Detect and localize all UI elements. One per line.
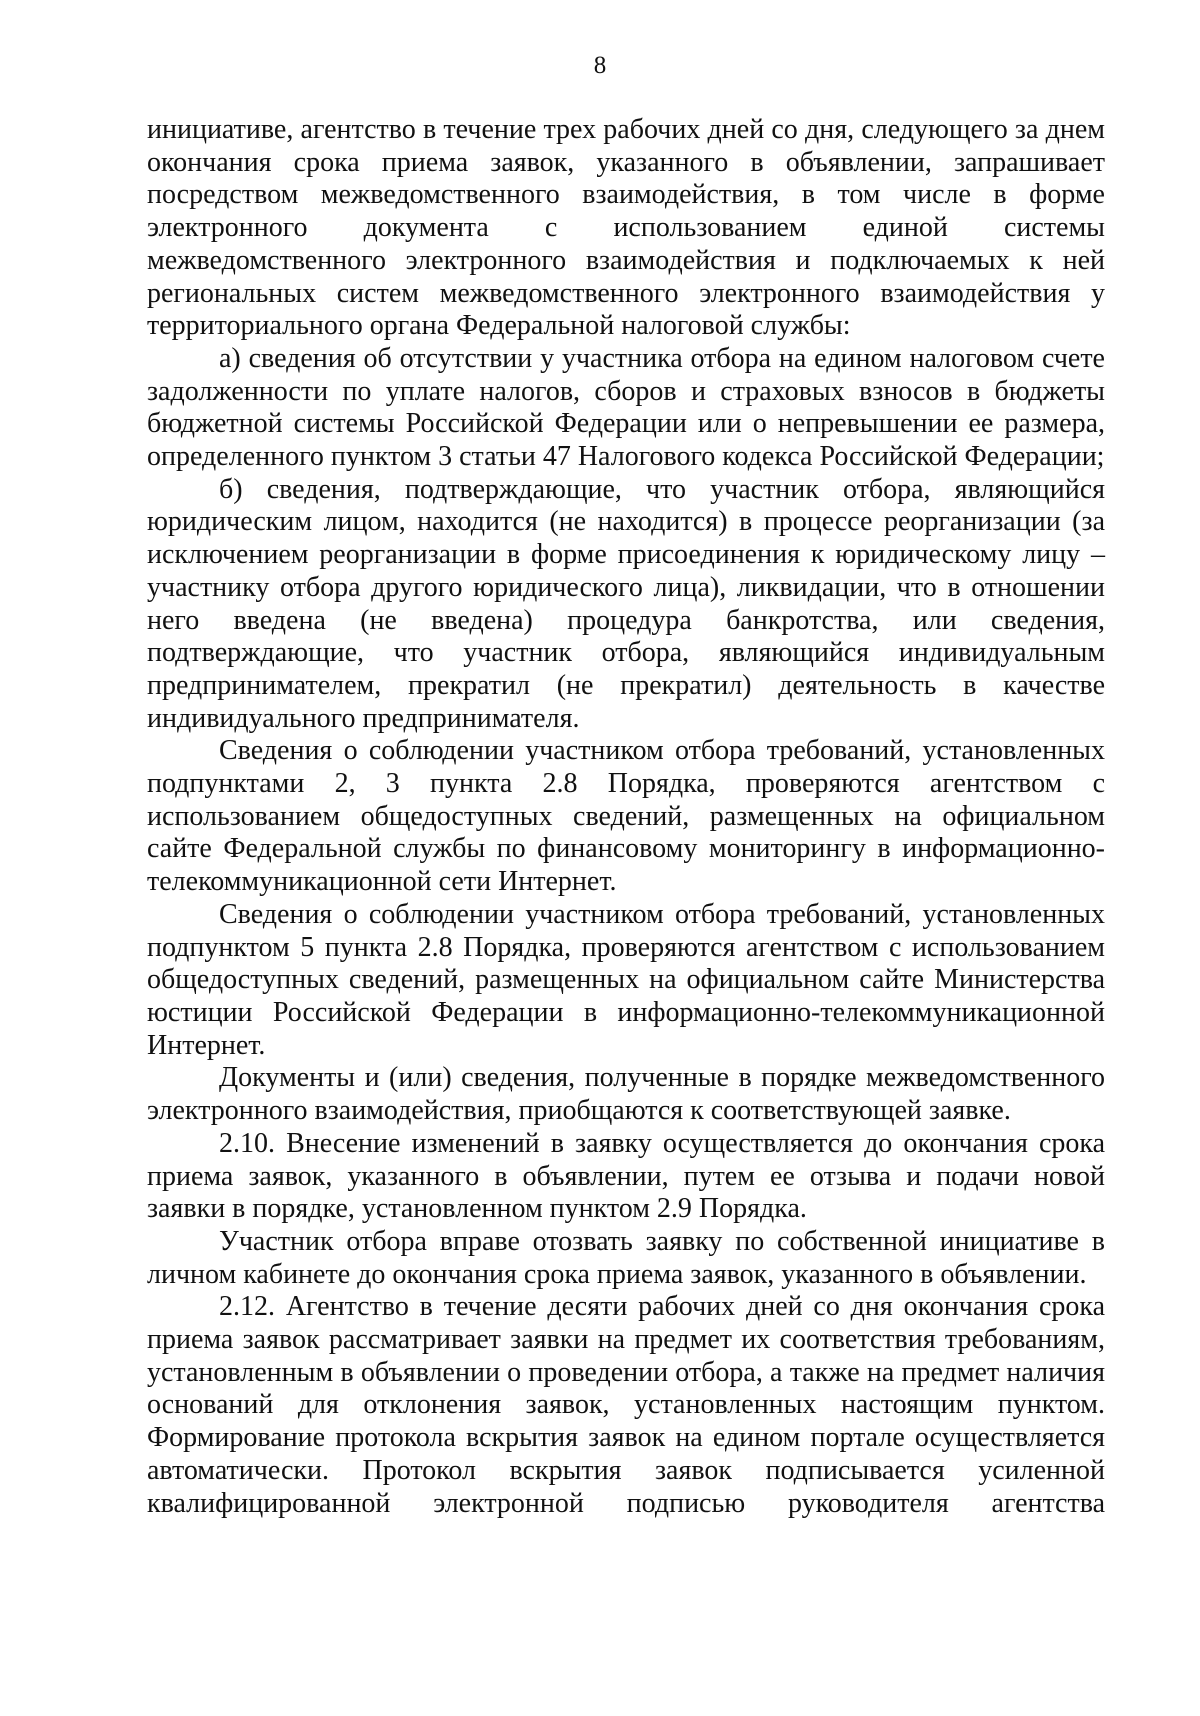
document-body bbox=[147, 114, 1105, 1520]
paragraph-withdraw: Участник отбора вправе отозвать заявку по собственной инициативе в личном кабинете до окончания срока приема заявок, указанного в объявлении. bbox=[147, 1225, 1105, 1290]
paragraph-documents: Документы и (или) сведения, полученные в порядке межведомственного электронного взаимодействия, приобщаются к соответствующей заявке. bbox=[147, 1062, 1105, 1127]
paragraph-ministry-justice: Сведения о соблюдении участником отбора требований, установленных подпунктом 5 пункта 2.8 Порядка, проверяются агентством с использованием общедоступных сведений, размещенных на официальном сайте Министерства юстиции Российской Федерации в информационно-телекоммуникационной Интернет. bbox=[147, 898, 1105, 1061]
paragraph-2-12: 2.12. Агентство в течение десяти рабочих дней со дня окончания срока приема заявок рассматривает заявки на предмет их соответствия требованиям, установленным в объявлении о проведении отбора, а также на предмет наличия оснований для отклонения заявок, установленных настоящим пунктом. Формирование протокола вскрытия заявок на едином портале осуществляется автоматически. Протокол вскрытия заявок подписывается усиленной квалифицированной электронной подписью руководителя агентства bbox=[147, 1291, 1105, 1519]
paragraph-fedfinmonitoring: Сведения о соблюдении участником отбора требований, установленных подпунктами 2, 3 пункта 2.8 Порядка, проверяются агентством с использованием общедоступных сведений, размещенных на официальном сайте Федеральной службы по финансовому мониторингу в информационно-телекоммуникационной сети Интернет. bbox=[147, 735, 1105, 898]
page-number: 8 bbox=[593, 52, 607, 79]
paragraph-2-10: 2.10. Внесение изменений в заявку осуществляется до окончания срока приема заявок, указанного в объявлении, путем ее отзыва и подачи новой заявки в порядке, установленном пунктом 2.9 Порядка. bbox=[147, 1127, 1105, 1225]
paragraph-subitem-b: б) сведения, подтверждающие, что участник отбора, являющийся юридическим лицом, находится (не находится) в процессе реорганизации (за исключением реорганизации в форме присоединения к юридическому лицу – участнику отбора другого юридического лица), ликвидации, что в отношении него введена (не введена) процедура банкротства, или сведения, подтверждающие, что участник отбора, являющийся индивидуальным предпринимателем, прекратил (не прекратил) деятельность в качестве индивидуального предпринимателя. bbox=[147, 473, 1105, 734]
paragraph-continuation: инициативе, агентство в течение трех рабочих дней со дня, следующего за днем окончания срока приема заявок, указанного в объявлении, запрашивает посредством межведомственного взаимодействия, в том числе в форме электронного документа с использованием единой системы межведомственного электронного взаимодействия и подключаемых к ней региональных систем межведомственного электронного взаимодействия у территориального органа Федеральной налоговой службы: bbox=[147, 114, 1105, 342]
paragraph-subitem-a: а) сведения об отсутствии у участника отбора на едином налоговом счете задолженности по уплате налогов, сборов и страховых взносов в бюджеты бюджетной системы Российской Федерации или о непревышении ее размера, определенного пунктом 3 статьи 47 Налогового кодекса Российской Федерации; bbox=[147, 342, 1105, 473]
